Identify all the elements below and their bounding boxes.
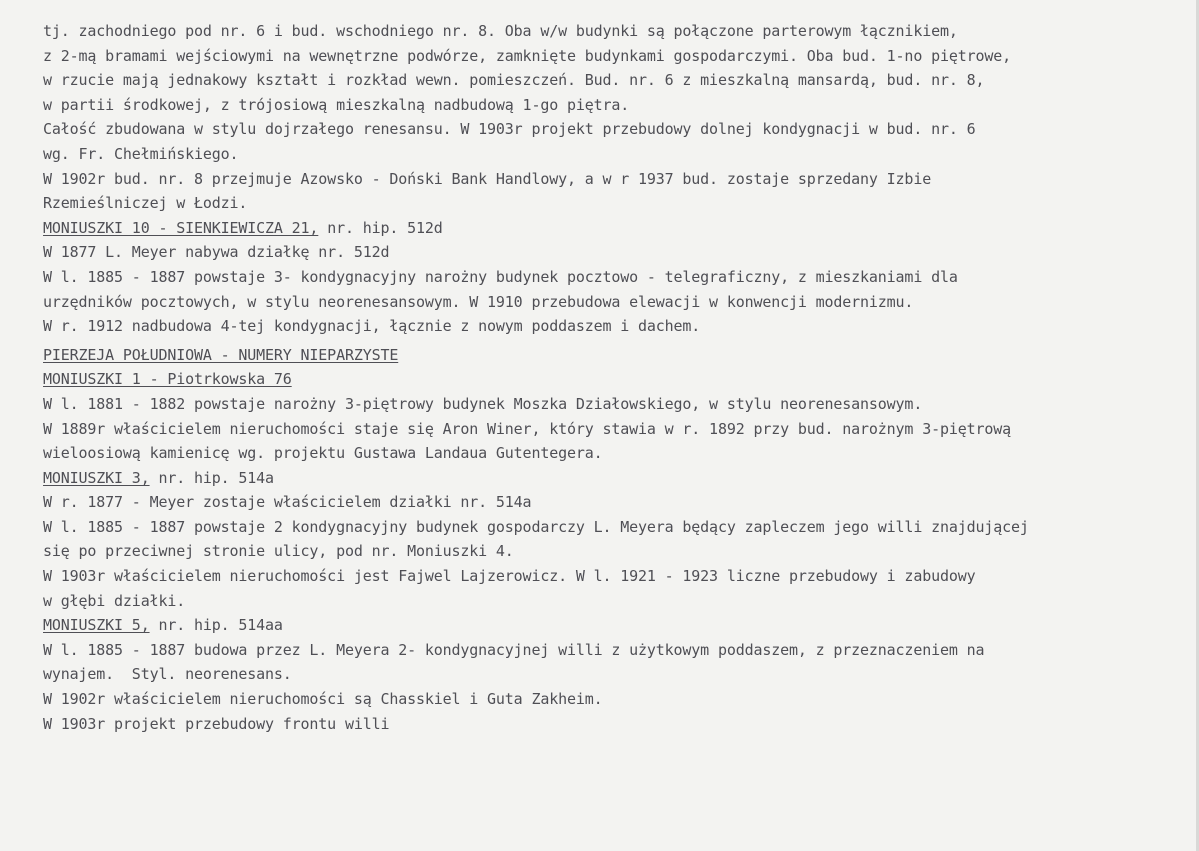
text-line [43, 117, 1188, 142]
address-heading: MONIUSZKI 1 - Piotrkowska 76 [43, 370, 292, 389]
document-body [43, 19, 1188, 736]
section-heading-line [43, 343, 1188, 368]
text-line [43, 142, 1188, 167]
line-text: wg. Fr. Chełmińskiego. [43, 144, 239, 163]
text-line [43, 539, 1188, 564]
text-line [43, 240, 1188, 265]
text-line [43, 712, 1188, 737]
text-line [43, 19, 1188, 44]
line-text: nr. hip. 514a [149, 468, 274, 487]
text-line [43, 441, 1188, 466]
text-line [43, 515, 1188, 540]
text-line [43, 167, 1188, 192]
text-line [43, 564, 1188, 589]
section-heading-line [43, 367, 1188, 392]
line-text: nr. hip. 512d [318, 218, 443, 237]
line-text: wieloosiową kamienicę wg. projektu Gustawa Landaua Gutentegera. [43, 444, 603, 463]
line-text: wynajem. Styl. neorenesans. [43, 665, 292, 684]
line-text: W 1903r właścicielem nieruchomości jest Fajwel Lajzerowicz. W l. 1921 - 1923 liczne przebudowy i zabudowy [43, 567, 976, 586]
text-line [43, 265, 1188, 290]
text-line [43, 638, 1188, 663]
text-line [43, 589, 1188, 614]
text-line [43, 191, 1188, 216]
address-heading: MONIUSZKI 3, [43, 468, 150, 487]
address-heading: MONIUSZKI 10 - SIENKIEWICZA 21, [43, 218, 319, 237]
line-text: W l. 1881 - 1882 powstaje narożny 3-piętrowy budynek Moszka Działowskiego, w stylu neorenesansowym. [43, 394, 923, 413]
text-line [43, 662, 1188, 687]
line-text: w głębi działki. [43, 591, 186, 610]
text-line [43, 392, 1188, 417]
address-heading: PIERZEJA POŁUDNIOWA - NUMERY NIEPARZYSTE [43, 345, 399, 364]
line-text: Rzemieślniczej w Łodzi. [43, 194, 248, 213]
line-text: Całość zbudowana w stylu dojrzałego renesansu. W 1903r projekt przebudowy dolnej kondygnacji w bud. nr. 6 [43, 120, 976, 139]
text-line [43, 93, 1188, 118]
section-heading-line [43, 466, 1188, 491]
line-text: W 1902r właścicielem nieruchomości są Chasskiel i Guta Zakheim. [43, 690, 603, 709]
text-line [43, 687, 1188, 712]
line-text: W l. 1885 - 1887 powstaje 3- kondygnacyjny narożny budynek pocztowo - telegraficzny, z mieszkaniami dla [43, 267, 958, 286]
address-heading: MONIUSZKI 5, [43, 616, 150, 635]
text-line [43, 490, 1188, 515]
text-line [43, 417, 1188, 442]
line-text: W l. 1885 - 1887 budowa przez L. Meyera 2- kondygnacyjnej willi z użytkowym poddaszem, z przeznaczeniem na [43, 640, 985, 659]
text-line [43, 314, 1188, 339]
line-text: W r. 1912 nadbudowa 4-tej kondygnacji, łącznie z nowym poddaszem i dachem. [43, 317, 701, 336]
line-text: W 1903r projekt przebudowy frontu willi [43, 714, 390, 733]
section-heading-line [43, 613, 1188, 638]
line-text: W l. 1885 - 1887 powstaje 2 kondygnacyjny budynek gospodarczy L. Meyera będący zapleczem jego willi znajdującej [43, 517, 1029, 536]
line-text: urzędników pocztowych, w stylu neorenesansowym. W 1910 przebudowa elewacji w konwencji modernizmu. [43, 292, 914, 311]
line-text: z 2-mą bramami wejściowymi na wewnętrzne podwórze, zamknięte budynkami gospodarczymi. Oba bud. 1-no piętrowe, [43, 46, 1012, 65]
text-line [43, 290, 1188, 315]
line-text: w partii środkowej, z trójosiową mieszkalną nadbudową 1-go piętra. [43, 95, 630, 114]
text-line [43, 44, 1188, 69]
line-text: nr. hip. 514aa [149, 616, 283, 635]
line-text: W 1889r właścicielem nieruchomości staje się Aron Winer, który stawia w r. 1892 przy bud. narożnym 3-piętrową [43, 419, 1012, 438]
line-text: W 1902r bud. nr. 8 przejmuje Azowsko - Doński Bank Handlowy, a w r 1937 bud. zostaje sprzedany Izbie [43, 169, 932, 188]
line-text: się po przeciwnej stronie ulicy, pod nr. Moniuszki 4. [43, 542, 514, 561]
line-text: tj. zachodniego pod nr. 6 i bud. wschodniego nr. 8. Oba w/w budynki są połączone parterowym łącznikiem, [43, 22, 958, 40]
section-heading-line [43, 216, 1188, 241]
line-text: W 1877 L. Meyer nabywa działkę nr. 512d [43, 243, 390, 262]
line-text: w rzucie mają jednakowy kształt i rozkład wewn. pomieszczeń. Bud. nr. 6 z mieszkalną mansardą, bud. nr. 8, [43, 71, 985, 90]
line-text: W r. 1877 - Meyer zostaje właścicielem działki nr. 514a [43, 493, 532, 512]
text-line [43, 68, 1188, 93]
